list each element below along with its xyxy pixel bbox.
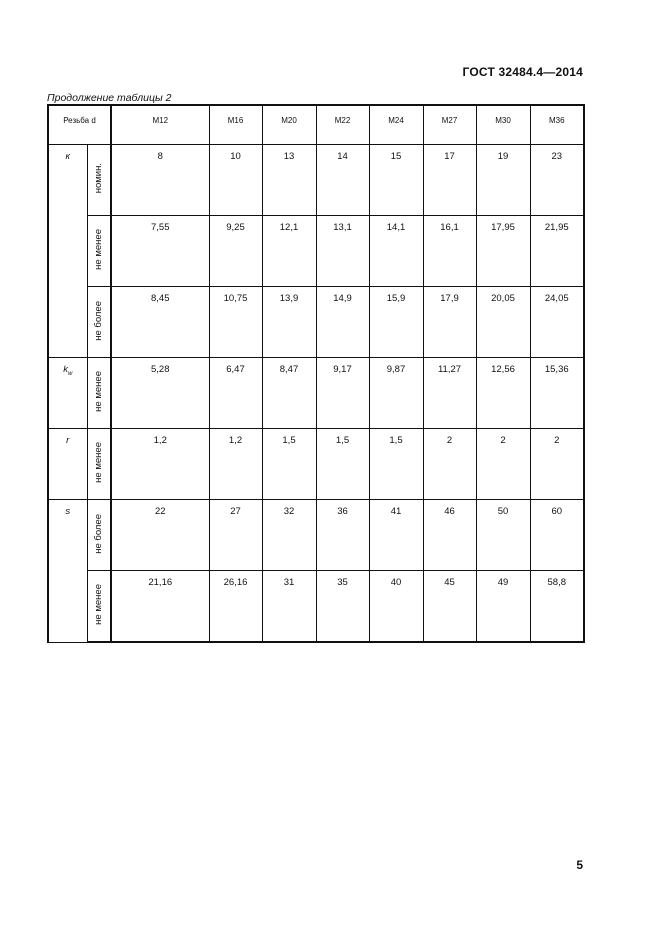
value-cell: 14 <box>316 145 369 216</box>
table-row <box>48 429 584 500</box>
value-cell: 1,5 <box>262 429 316 500</box>
value-cell: 2 <box>530 429 584 500</box>
value-cell: 15,36 <box>530 358 584 429</box>
value-cell: 7,55 <box>111 216 209 287</box>
value-cell: 1,5 <box>316 429 369 500</box>
parameter-symbol: s <box>65 506 71 517</box>
column-header: M16 <box>209 105 262 145</box>
value-cell: 8,47 <box>262 358 316 429</box>
column-header: M27 <box>423 105 476 145</box>
column-header: M20 <box>262 105 316 145</box>
qualifier-cell <box>87 429 111 500</box>
column-header: M12 <box>111 105 209 145</box>
table-row <box>48 216 584 287</box>
value-cell: 21,16 <box>111 571 209 643</box>
column-header: M22 <box>316 105 369 145</box>
value-cell: 60 <box>530 500 584 571</box>
value-cell: 1,2 <box>209 429 262 500</box>
value-cell: 5,28 <box>111 358 209 429</box>
value-cell: 14,9 <box>316 287 369 358</box>
value-cell: 10,75 <box>209 287 262 358</box>
value-cell: 15 <box>369 145 423 216</box>
table-row <box>48 358 584 429</box>
value-cell: 50 <box>476 500 530 571</box>
table-row <box>48 287 584 358</box>
value-cell: 2 <box>423 429 476 500</box>
table-caption: Продолжение таблицы 2 <box>47 92 172 104</box>
parameter-symbol: k <box>63 364 68 375</box>
value-cell: 21,95 <box>530 216 584 287</box>
document-code: ГОСТ 32484.4—2014 <box>462 65 583 79</box>
qualifier-cell <box>87 287 111 358</box>
spec-table <box>47 104 585 643</box>
value-cell: 12,56 <box>476 358 530 429</box>
table-row <box>48 500 584 571</box>
value-cell: 46 <box>423 500 476 571</box>
value-cell: 12,1 <box>262 216 316 287</box>
parameter-cell <box>48 429 87 500</box>
table-row <box>48 571 584 643</box>
value-cell: 17,95 <box>476 216 530 287</box>
value-cell: 9,17 <box>316 358 369 429</box>
page-number: 5 <box>576 858 583 872</box>
qualifier-label: не менее <box>93 584 105 625</box>
parameter-cell <box>48 358 87 429</box>
parameter-symbol: r <box>66 435 70 446</box>
value-cell: 1,2 <box>111 429 209 500</box>
qualifier-label: не менее <box>93 371 105 412</box>
parameter-symbol: к <box>65 151 70 162</box>
table-row <box>48 145 584 216</box>
value-cell: 2 <box>476 429 530 500</box>
parameter-cell <box>48 500 87 643</box>
column-header: M30 <box>476 105 530 145</box>
value-cell: 32 <box>262 500 316 571</box>
qualifier-label: не менее <box>93 229 105 270</box>
value-cell: 31 <box>262 571 316 643</box>
value-cell: 13,1 <box>316 216 369 287</box>
qualifier-cell <box>87 500 111 571</box>
qualifier-label: не более <box>93 300 105 341</box>
value-cell: 9,25 <box>209 216 262 287</box>
value-cell: 36 <box>316 500 369 571</box>
table-header-row <box>48 105 584 145</box>
value-cell: 13,9 <box>262 287 316 358</box>
value-cell: 17,9 <box>423 287 476 358</box>
value-cell: 58,8 <box>530 571 584 643</box>
value-cell: 22 <box>111 500 209 571</box>
value-cell: 45 <box>423 571 476 643</box>
column-header: M24 <box>369 105 423 145</box>
qualifier-label: не менее <box>93 442 105 483</box>
value-cell: 11,27 <box>423 358 476 429</box>
value-cell: 24,05 <box>530 287 584 358</box>
value-cell: 9,87 <box>369 358 423 429</box>
value-cell: 10 <box>209 145 262 216</box>
value-cell: 27 <box>209 500 262 571</box>
value-cell: 8,45 <box>111 287 209 358</box>
value-cell: 19 <box>476 145 530 216</box>
qualifier-cell <box>87 145 111 216</box>
qualifier-label: номин. <box>93 163 105 194</box>
value-cell: 35 <box>316 571 369 643</box>
parameter-cell <box>48 145 87 358</box>
value-cell: 49 <box>476 571 530 643</box>
value-cell: 6,47 <box>209 358 262 429</box>
value-cell: 16,1 <box>423 216 476 287</box>
value-cell: 41 <box>369 500 423 571</box>
header-thread-label: Резьба d <box>48 105 111 145</box>
value-cell: 8 <box>111 145 209 216</box>
value-cell: 15,9 <box>369 287 423 358</box>
value-cell: 1,5 <box>369 429 423 500</box>
value-cell: 13 <box>262 145 316 216</box>
qualifier-cell <box>87 216 111 287</box>
value-cell: 23 <box>530 145 584 216</box>
value-cell: 40 <box>369 571 423 643</box>
table-body <box>48 105 584 642</box>
qualifier-cell <box>87 358 111 429</box>
value-cell: 20,05 <box>476 287 530 358</box>
qualifier-label: не более <box>93 513 105 554</box>
value-cell: 26,16 <box>209 571 262 643</box>
value-cell: 17 <box>423 145 476 216</box>
qualifier-cell <box>87 571 111 643</box>
parameter-subscript: w <box>67 370 73 377</box>
value-cell: 14,1 <box>369 216 423 287</box>
column-header: M36 <box>530 105 584 145</box>
